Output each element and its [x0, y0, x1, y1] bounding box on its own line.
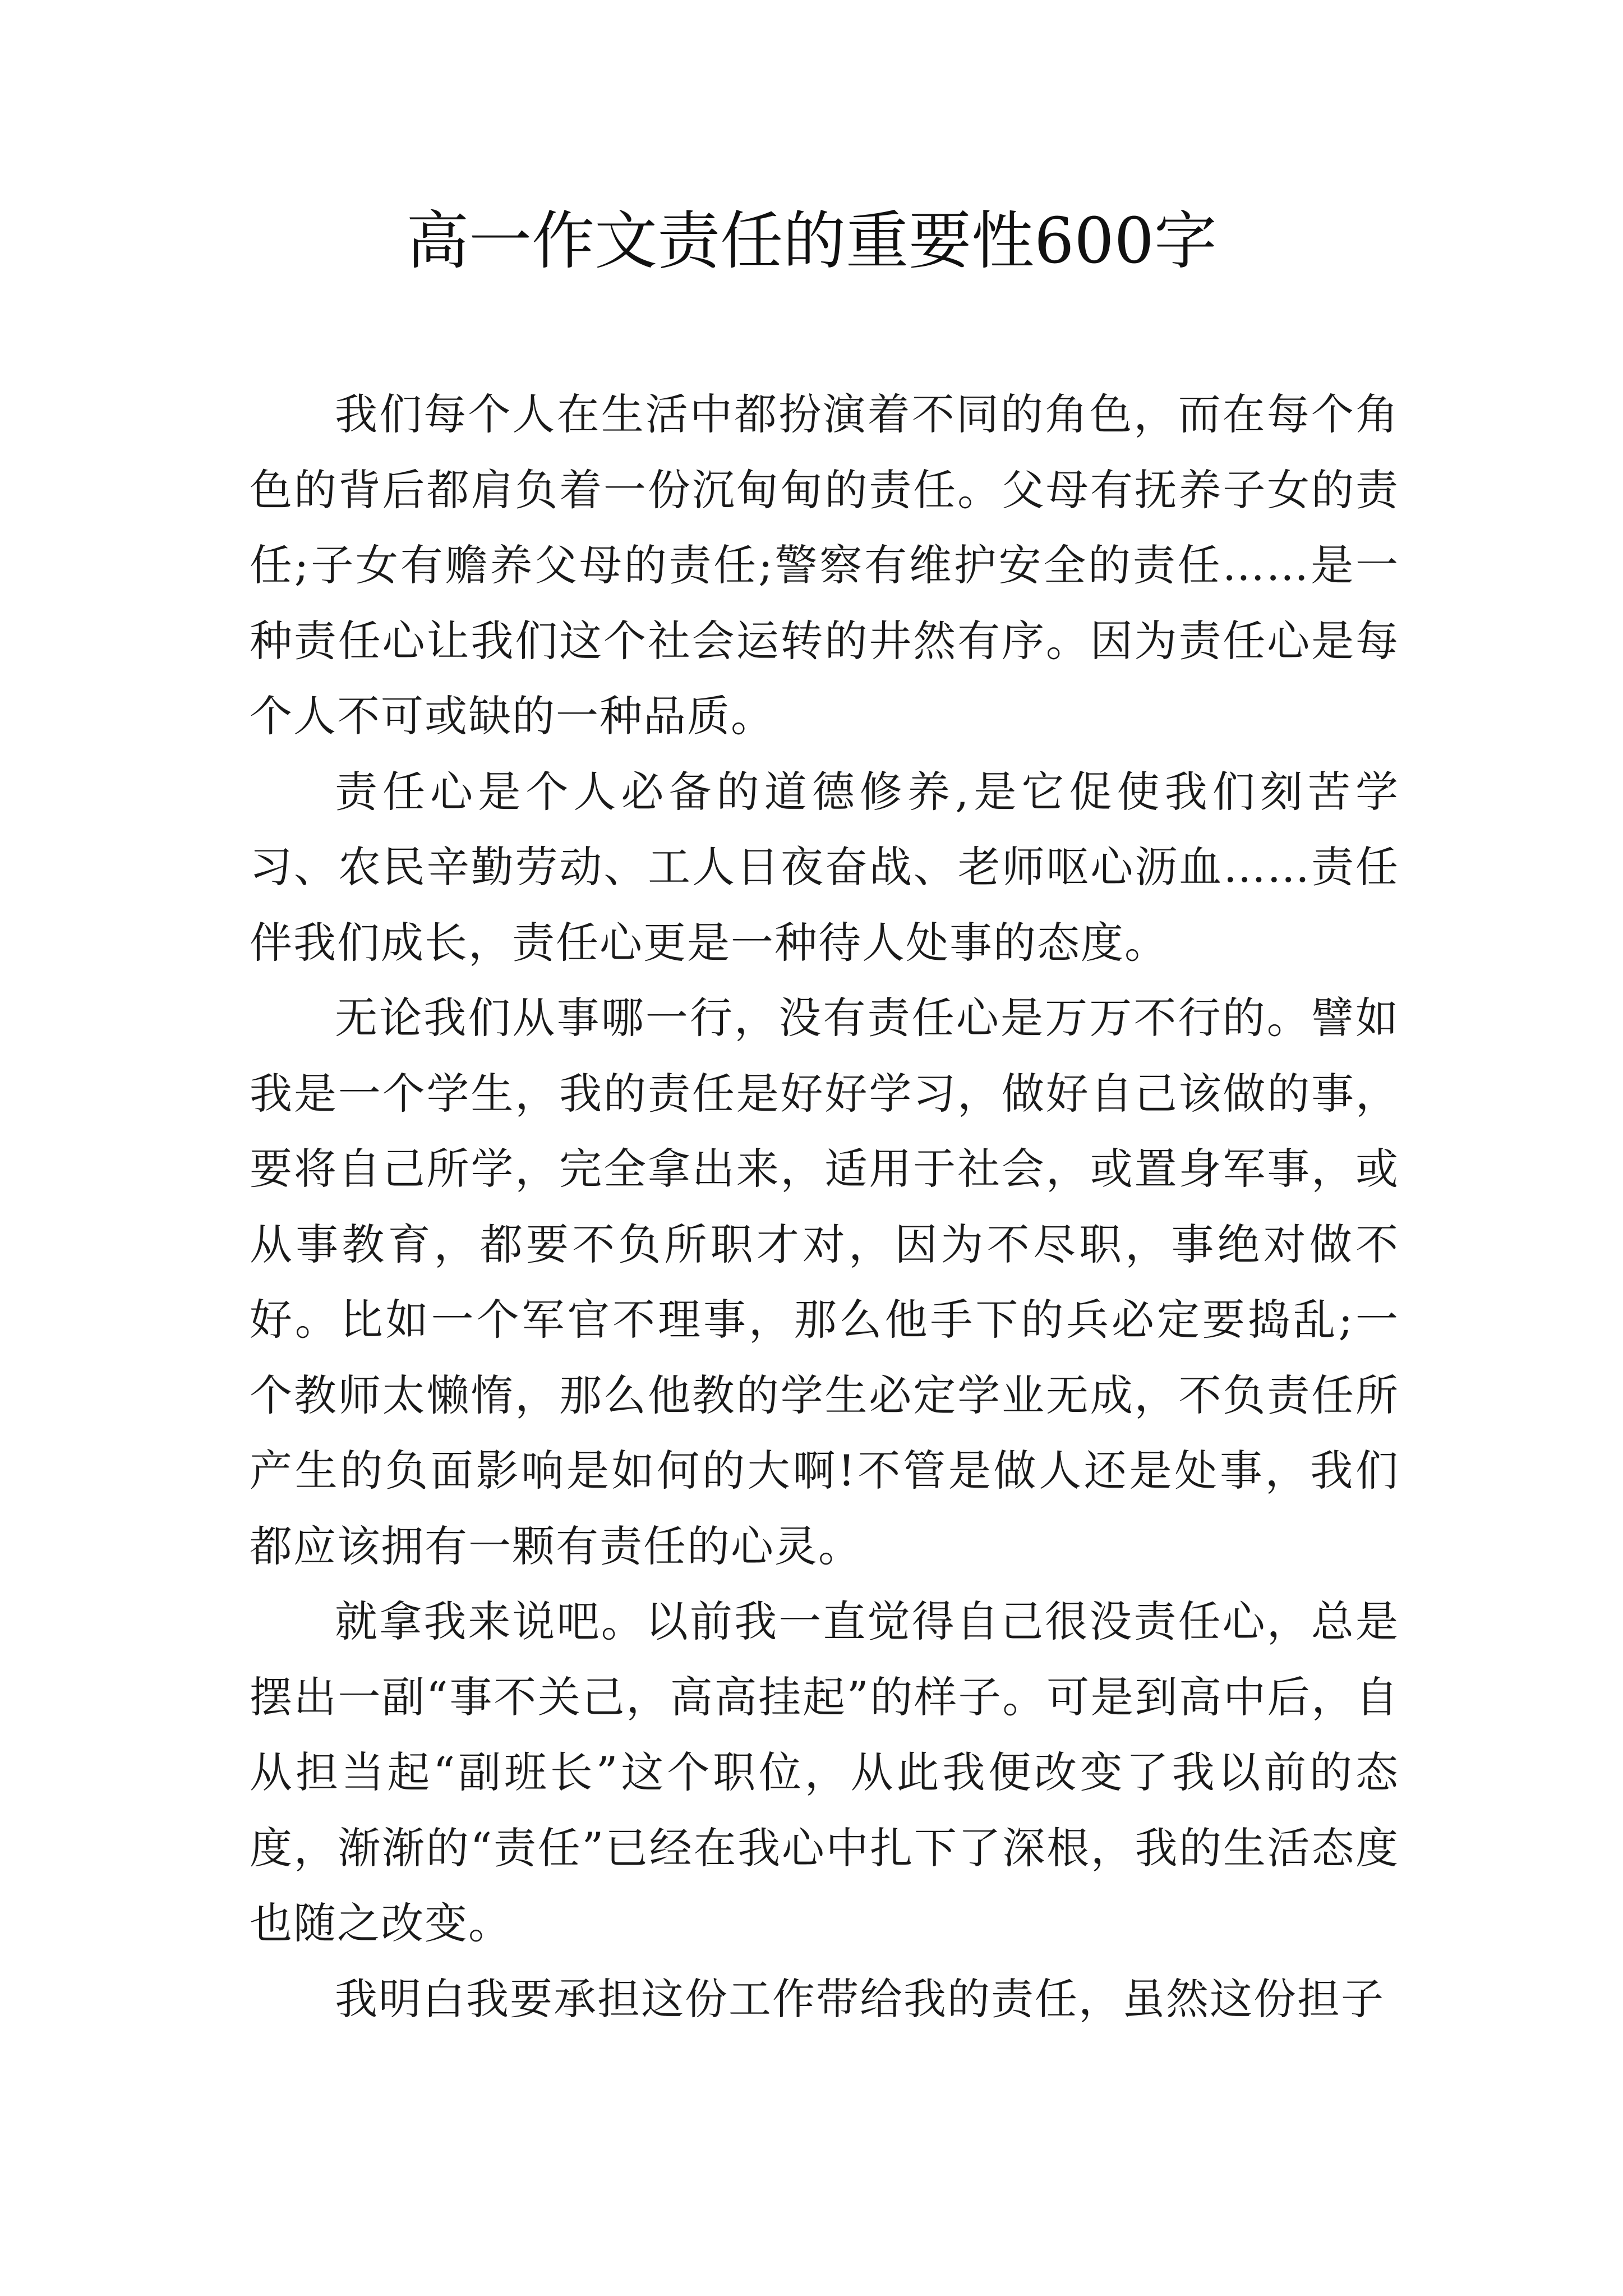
- document-title: 高一作文责任的重要性600字: [406, 205, 1217, 278]
- paragraph: 就拿我来说吧。以前我一直觉得自己很没责任心，总是摆出一副“事不关己，高高挂起”的样子。可是到高中后，自从担当起“副班长”这个职位，从此我便改变了我以前的态度，渐渐的“责任”已经在我心中扎下了深根，我的生活态度也随之改变。: [250, 1596, 1399, 1948]
- paragraph: 责任心是个人必备的道德修养,是它促使我们刻苦学习、农民辛勤劳动、工人日夜奋战、老师呕心沥血……责任伴我们成长，责任心更是一种待人处事的态度。: [250, 766, 1399, 968]
- document-body: [250, 377, 1399, 2037]
- paragraph: 我明白我要承担这份工作带给我的责任，虽然这份担子: [335, 1973, 1385, 2024]
- paragraph: 无论我们从事哪一行，没有责任心是万万不行的。譬如我是一个学生，我的责任是好好学习，做好自己该做的事，要将自己所学，完全拿出来，适用于社会，或置身军事，或从事教育，都要不负所职才对，因为不尽职，事绝对做不好。比如一个军官不理事，那么他手下的兵必定要捣乱;一个教师太懒惰，那么他教的学生必定学业无成，不负责任所产生的负面影响是如何的大啊!不管是做人还是处事，我们都应该拥有一颗有责任的心灵。: [250, 993, 1399, 1571]
- paragraph: 我们每个人在生活中都扮演着不同的角色，而在每个角色的背后都肩负着一份沉甸甸的责任。父母有抚养子女的责任;子女有赡养父母的责任;警察有维护安全的责任……是一种责任心让我们这个社会运转的井然有序。因为责任心是每个人不可或缺的一种品质。: [250, 389, 1399, 741]
